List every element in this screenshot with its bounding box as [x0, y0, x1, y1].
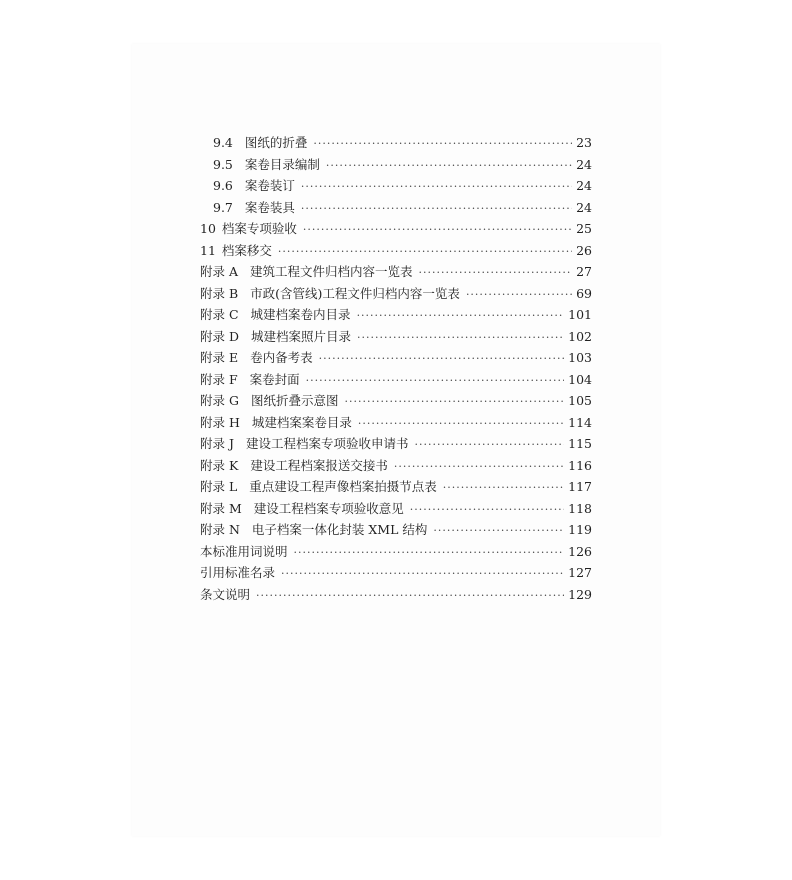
toc-entry-page-number: 25 [576, 221, 592, 236]
dot-leader [410, 499, 564, 521]
toc-entry-number: 附录 B [200, 285, 239, 301]
toc-entry-page-number: 104 [568, 371, 592, 387]
toc-entry [200, 455, 592, 477]
toc-entry-title: 档案移交 [221, 242, 272, 258]
dot-leader [319, 348, 565, 370]
toc-entry-page-number: 24 [576, 156, 592, 172]
toc-entry-title: 建设工程档案专项验收意见 [253, 500, 404, 516]
toc-entry [200, 261, 592, 283]
toc-entry [200, 347, 592, 369]
toc-entry-page-number: 69 [576, 285, 592, 301]
dot-leader [357, 305, 565, 327]
dot-leader [443, 477, 564, 499]
toc-entry-page-number: 127 [568, 565, 592, 580]
table-of-contents [200, 132, 592, 605]
toc-entry-title: 城建档案照片目录 [251, 328, 352, 344]
toc-entry-page-number: 115 [568, 436, 592, 451]
dot-leader [294, 542, 565, 564]
toc-entry-page-number: 117 [568, 479, 592, 494]
dot-leader [357, 327, 564, 349]
dot-leader [466, 284, 572, 306]
toc-entry-number: 附录 J [200, 436, 234, 451]
toc-entry-title: 建设工程档案报送交接书 [250, 457, 388, 473]
toc-entry-title: 建筑工程文件归档内容一览表 [250, 264, 413, 279]
toc-entry-title: 城建档案卷内目录 [250, 307, 351, 322]
dot-leader [313, 133, 572, 155]
toc-entry [200, 412, 592, 434]
toc-entry-page-number: 118 [568, 500, 592, 516]
toc-entry-number: 附录 E [200, 350, 239, 365]
toc-entry-number: 附录 C [200, 307, 239, 322]
toc-entry-page-number: 116 [568, 457, 592, 473]
toc-entry-number: 附录 N [200, 522, 240, 537]
toc-entry-title: 卷内备考表 [250, 350, 313, 365]
toc-entry [200, 326, 592, 348]
toc-entry-number: 附录 G [200, 393, 239, 408]
dot-leader [256, 585, 564, 607]
toc-entry-page-number: 102 [568, 328, 592, 344]
toc-entry [200, 154, 592, 176]
toc-entry-number: 附录 F [200, 371, 238, 387]
toc-entry-number: 9.4 [213, 135, 233, 150]
toc-entry-title: 城建档案案卷目录 [251, 414, 352, 430]
toc-entry-title: 电子档案一体化封装 XML 结构 [251, 522, 428, 537]
toc-entry-page-number: 126 [568, 543, 592, 559]
toc-entry [200, 369, 592, 391]
toc-entry-page-number: 119 [568, 522, 592, 537]
toc-entry [200, 197, 592, 219]
toc-entry-number: 附录 L [200, 479, 238, 494]
toc-entry-number: 附录 H [200, 414, 240, 430]
dot-leader [344, 391, 564, 413]
toc-entry-page-number: 26 [576, 242, 592, 258]
toc-entry [200, 476, 592, 498]
dot-leader [281, 563, 564, 585]
toc-entry-title: 案卷装订 [244, 178, 295, 193]
toc-entry [200, 562, 592, 584]
dot-leader [301, 176, 572, 198]
toc-entry-title: 案卷封面 [249, 371, 300, 387]
toc-entry-number: 附录 D [200, 328, 239, 344]
toc-entry-title: 图纸的折叠 [244, 135, 308, 150]
toc-entry-number: 附录 M [200, 500, 242, 516]
toc-entry [200, 390, 592, 412]
toc-entry-page-number: 24 [576, 199, 592, 215]
toc-entry [200, 132, 592, 154]
toc-entry-number: 附录 A [200, 264, 239, 279]
toc-entry [200, 498, 592, 520]
dot-leader [303, 219, 572, 241]
toc-entry-page-number: 27 [576, 264, 592, 279]
toc-entry-title: 图纸折叠示意图 [250, 393, 339, 408]
toc-entry-page-number: 103 [568, 350, 592, 365]
toc-entry-number: 9.5 [213, 156, 233, 172]
dot-leader [278, 241, 572, 263]
toc-entry-page-number: 24 [576, 178, 592, 193]
toc-entry [200, 283, 592, 305]
toc-entry [200, 519, 592, 541]
toc-entry-number: 10 [200, 221, 216, 236]
toc-entry-title: 档案专项验收 [221, 221, 297, 236]
dot-leader [394, 456, 564, 478]
toc-entry-page-number: 105 [568, 393, 592, 408]
toc-entry-number: 9.7 [213, 199, 233, 215]
toc-entry-number: 9.6 [213, 178, 233, 193]
dot-leader [358, 413, 564, 435]
toc-entry-page-number: 114 [568, 414, 592, 430]
toc-entry-title: 案卷装具 [244, 199, 295, 215]
toc-entry [200, 541, 592, 563]
toc-entry [200, 240, 592, 262]
toc-entry-page-number: 23 [576, 135, 592, 150]
toc-entry-title: 重点建设工程声像档案拍摄节点表 [249, 479, 437, 494]
toc-entry-title: 案卷目录编制 [244, 156, 320, 172]
toc-entry [200, 304, 592, 326]
toc-entry-page-number: 101 [568, 307, 592, 322]
dot-leader [419, 262, 573, 284]
toc-entry-title: 条文说明 [200, 586, 251, 602]
dot-leader [301, 198, 572, 220]
toc-entry-title: 引用标准名录 [200, 565, 276, 580]
toc-entry-page-number: 129 [568, 586, 592, 602]
toc-entry [200, 433, 592, 455]
toc-entry-title: 建设工程档案专项验收申请书 [246, 436, 409, 451]
toc-entry-title: 本标准用词说明 [200, 543, 288, 559]
dot-leader [415, 434, 565, 456]
toc-entry-number: 11 [200, 242, 216, 258]
toc-entry [200, 218, 592, 240]
toc-entry [200, 584, 592, 606]
toc-entry-title: 市政(含管线)工程文件归档内容一览表 [250, 285, 460, 301]
dot-leader [326, 155, 572, 177]
toc-entry-number: 附录 K [200, 457, 239, 473]
toc-entry [200, 175, 592, 197]
dot-leader [433, 520, 564, 542]
dot-leader [306, 370, 564, 392]
